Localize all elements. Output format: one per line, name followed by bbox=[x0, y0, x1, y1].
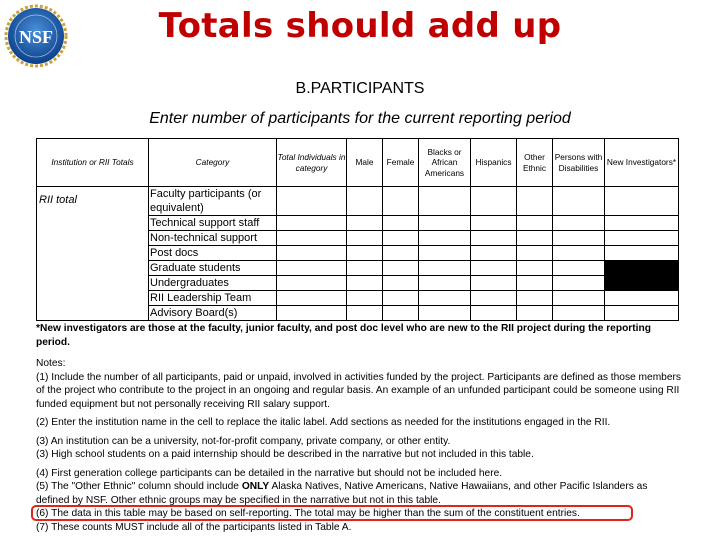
other-ethnic-cell[interactable] bbox=[517, 231, 553, 246]
hispanic-cell[interactable] bbox=[471, 246, 517, 261]
header-category: Category bbox=[149, 139, 277, 187]
header-new-investigators: New Investigators* bbox=[605, 139, 679, 187]
institution-row-label[interactable]: RII total bbox=[37, 187, 149, 321]
new-investigators-cell[interactable] bbox=[605, 216, 679, 231]
female-cell[interactable] bbox=[383, 187, 419, 216]
category-cell: Faculty participants (or equivalent) bbox=[149, 187, 277, 216]
new-investigators-cell[interactable] bbox=[605, 306, 679, 321]
new-investigators-cell[interactable] bbox=[605, 231, 679, 246]
other-ethnic-cell[interactable] bbox=[517, 276, 553, 291]
new-investigators-cell[interactable] bbox=[605, 291, 679, 306]
female-cell[interactable] bbox=[383, 276, 419, 291]
category-cell: Non-technical support bbox=[149, 231, 277, 246]
note-5: (5) The "Other Ethnic" column should include ONLY Alaska Natives, Native Americans, Native Hawaiians, and other Pacific Islanders as defined by NSF. Other ethnic groups may be specified in the narrative but not in this table. bbox=[36, 481, 648, 506]
note-4: (4) First generation college participants can be detailed in the narrative but should not be included here. bbox=[36, 467, 503, 479]
male-cell[interactable] bbox=[347, 231, 383, 246]
male-cell[interactable] bbox=[347, 216, 383, 231]
total-cell[interactable] bbox=[277, 261, 347, 276]
disabilities-cell[interactable] bbox=[553, 276, 605, 291]
black-cell[interactable] bbox=[419, 276, 471, 291]
header-other-ethnic: Other Ethnic bbox=[517, 139, 553, 187]
total-cell[interactable] bbox=[277, 231, 347, 246]
category-cell: RII Leadership Team bbox=[149, 291, 277, 306]
category-cell: Technical support staff bbox=[149, 216, 277, 231]
participants-table bbox=[36, 138, 679, 321]
male-cell[interactable] bbox=[347, 246, 383, 261]
new-investigators-cell[interactable] bbox=[605, 246, 679, 261]
female-cell[interactable] bbox=[383, 231, 419, 246]
disabilities-cell[interactable] bbox=[553, 306, 605, 321]
hispanic-cell[interactable] bbox=[471, 291, 517, 306]
male-cell[interactable] bbox=[347, 306, 383, 321]
black-cell[interactable] bbox=[419, 306, 471, 321]
disabilities-cell[interactable] bbox=[553, 261, 605, 276]
hispanic-cell[interactable] bbox=[471, 261, 517, 276]
note-3: (3) An institution can be a university, not-for-profit company, private company, or other entity. bbox=[36, 435, 451, 447]
female-cell[interactable] bbox=[383, 216, 419, 231]
blocked-cell bbox=[605, 276, 679, 291]
other-ethnic-cell[interactable] bbox=[517, 306, 553, 321]
black-cell[interactable] bbox=[419, 216, 471, 231]
new-investigators-cell[interactable] bbox=[605, 187, 679, 216]
male-cell[interactable] bbox=[347, 261, 383, 276]
table-row bbox=[37, 187, 679, 216]
notes-heading: Notes: bbox=[36, 358, 66, 369]
header-institution: Institution or RII Totals bbox=[37, 139, 149, 187]
female-cell[interactable] bbox=[383, 246, 419, 261]
other-ethnic-cell[interactable] bbox=[517, 261, 553, 276]
black-cell[interactable] bbox=[419, 246, 471, 261]
female-cell[interactable] bbox=[383, 291, 419, 306]
hispanic-cell[interactable] bbox=[471, 306, 517, 321]
black-cell[interactable] bbox=[419, 261, 471, 276]
category-cell: Undergraduates bbox=[149, 276, 277, 291]
disabilities-cell[interactable] bbox=[553, 216, 605, 231]
total-cell[interactable] bbox=[277, 306, 347, 321]
total-cell[interactable] bbox=[277, 187, 347, 216]
note-6-highlight bbox=[31, 505, 633, 521]
category-cell: Advisory Board(s) bbox=[149, 306, 277, 321]
disabilities-cell[interactable] bbox=[553, 231, 605, 246]
category-cell: Graduate students bbox=[149, 261, 277, 276]
table-footnote: *New investigators are those at the faculty, junior faculty, and post doc level who are new to the RII project during the reporting period. bbox=[36, 323, 651, 348]
note-6: (6) The data in this table may be based on self-reporting. The total may be higher than the sum of the constituent entries. bbox=[36, 508, 580, 519]
table-header-row bbox=[37, 139, 679, 187]
note-7: (7) These counts MUST include all of the participants listed in Table A. bbox=[36, 521, 352, 533]
slide-title: Totals should add up bbox=[158, 6, 562, 46]
note-3b: (3) High school students on a paid internship should be described in the narrative but not included in this table. bbox=[36, 449, 534, 460]
header-black: Blacks or African Americans bbox=[419, 139, 471, 187]
other-ethnic-cell[interactable] bbox=[517, 291, 553, 306]
total-cell[interactable] bbox=[277, 216, 347, 231]
total-cell[interactable] bbox=[277, 246, 347, 261]
female-cell[interactable] bbox=[383, 306, 419, 321]
disabilities-cell[interactable] bbox=[553, 291, 605, 306]
other-ethnic-cell[interactable] bbox=[517, 187, 553, 216]
disabilities-cell[interactable] bbox=[553, 246, 605, 261]
male-cell[interactable] bbox=[347, 291, 383, 306]
total-cell[interactable] bbox=[277, 276, 347, 291]
hispanic-cell[interactable] bbox=[471, 231, 517, 246]
header-disabilities: Persons with Disabilities bbox=[553, 139, 605, 187]
black-cell[interactable] bbox=[419, 291, 471, 306]
black-cell[interactable] bbox=[419, 231, 471, 246]
hispanic-cell[interactable] bbox=[471, 276, 517, 291]
svg-text:NSF: NSF bbox=[18, 27, 54, 47]
header-female: Female bbox=[383, 139, 419, 187]
total-cell[interactable] bbox=[277, 291, 347, 306]
black-cell[interactable] bbox=[419, 187, 471, 216]
male-cell[interactable] bbox=[347, 276, 383, 291]
hispanic-cell[interactable] bbox=[471, 216, 517, 231]
note-1: (1) Include the number of all participants, paid or unpaid, involved in activities funded by the project. Participants are defined as those members of the project who contribute to the project in an ongoing and regular basis. An example of an unfunded participant could be someone using RII funded equipment but not personally receiving RII salary support. bbox=[36, 371, 682, 410]
header-male: Male bbox=[347, 139, 383, 187]
blocked-cell bbox=[605, 261, 679, 276]
section-heading: B.PARTICIPANTS bbox=[295, 80, 425, 97]
table-instruction: Enter number of participants for the current reporting period bbox=[149, 110, 571, 127]
header-hispanic: Hispanics bbox=[471, 139, 517, 187]
disabilities-cell[interactable] bbox=[553, 187, 605, 216]
hispanic-cell[interactable] bbox=[471, 187, 517, 216]
header-total: Total Individuals in category bbox=[277, 139, 347, 187]
other-ethnic-cell[interactable] bbox=[517, 216, 553, 231]
category-cell: Post docs bbox=[149, 246, 277, 261]
note-2: (2) Enter the institution name in the cell to replace the italic label. Add sections as needed for the institutions engaged in the RII. bbox=[36, 417, 611, 428]
other-ethnic-cell[interactable] bbox=[517, 246, 553, 261]
female-cell[interactable] bbox=[383, 261, 419, 276]
male-cell[interactable] bbox=[347, 187, 383, 216]
